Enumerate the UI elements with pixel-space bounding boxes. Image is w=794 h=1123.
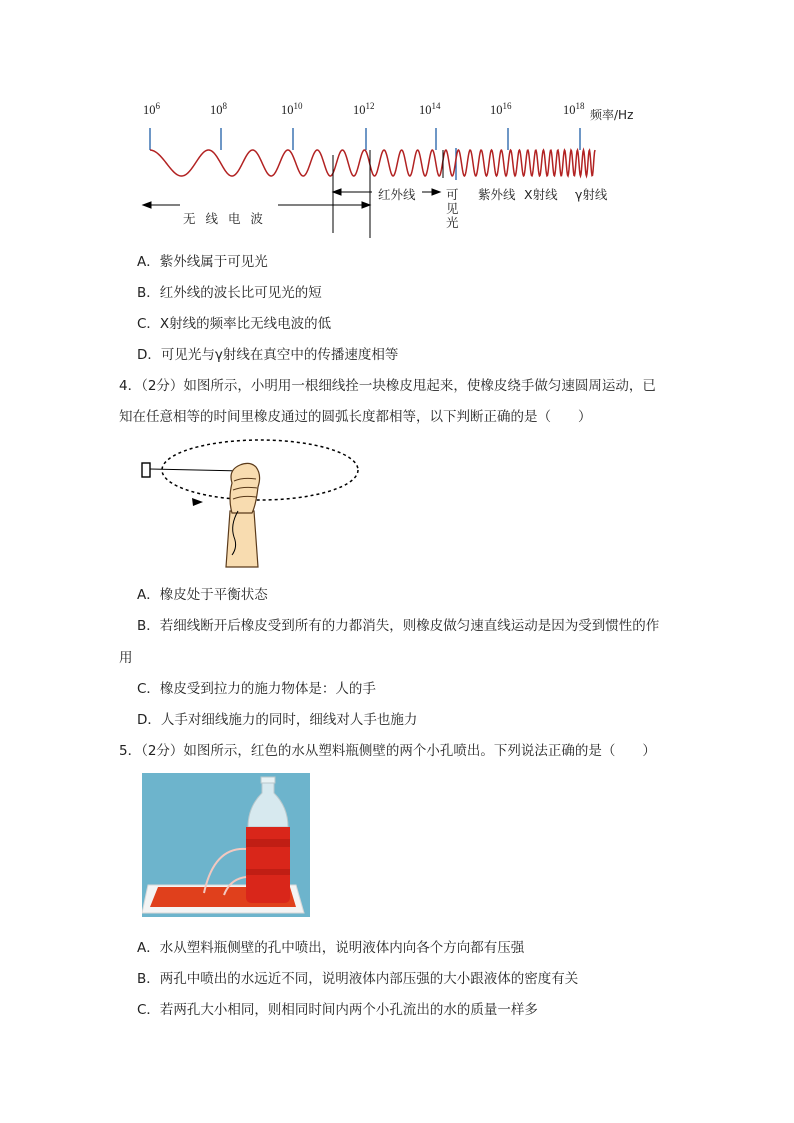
direction-arrow (192, 498, 203, 506)
visible-light-label-1: 可 (446, 187, 459, 202)
q5-option-b: B．两孔中喷出的水远近不同，说明液体内部压强的大小跟液体的密度有关 (137, 971, 579, 987)
string (150, 469, 243, 471)
infrared-label: 红外线 (378, 187, 416, 202)
visible-light-label-2: 见 (446, 201, 459, 216)
q3-option-d: D．可见光与γ射线在真空中的传播速度相等 (137, 347, 399, 363)
radio-wave-label: 无 线 电 波 (183, 211, 266, 226)
bottle-body (246, 827, 290, 903)
eraser-swinging-figure (130, 425, 370, 575)
q3-option-b: B．红外线的波长比可见光的短 (137, 285, 322, 301)
freq-label-18: $10^{18}$ (563, 100, 585, 117)
q4-option-d: D．人手对细线施力的同时，细线对人手也施力 (137, 712, 418, 728)
freq-label-16: $10^{16}$ (490, 100, 512, 117)
bottle-cap (261, 777, 275, 783)
gamma-ray-label: γ射线 (575, 187, 608, 202)
water-bottle-photo (142, 773, 310, 917)
q4-option-c: C．橡皮受到拉力的施力物体是：人的手 (137, 681, 376, 697)
q5-option-c: C．若两孔大小相同，则相同时间内两个小孔流出的水的质量一样多 (137, 1002, 538, 1018)
ultraviolet-label: 紫外线 (478, 187, 516, 202)
arm (226, 511, 258, 567)
eraser (142, 463, 150, 477)
em-wave (150, 150, 595, 176)
q4-option-b-line-2: 用 (119, 650, 133, 666)
spectrum-wave-diagram (0, 0, 794, 240)
q4-stem-line-2: 知在任意相等的时间里橡皮通过的圆弧长度都相等，以下判断正确的是（ ） (119, 409, 592, 425)
q4-stem-line-1: 4．（2分）如图所示，小明用一根细线拴一块橡皮甩起来，使橡皮绕手做匀速圆周运动，已 (119, 378, 656, 394)
freq-label-14: $10^{14}$ (419, 100, 441, 117)
q3-option-c: C．X射线的频率比无线电波的低 (137, 316, 332, 332)
q4-option-a: A．橡皮处于平衡状态 (137, 587, 268, 603)
xray-label: X射线 (524, 187, 558, 202)
freq-label-10: $10^{10}$ (281, 100, 303, 117)
freq-label-6: $10^6$ (143, 100, 160, 117)
freq-unit-label: 频率/Hz (590, 108, 634, 122)
q5-option-a: A．水从塑料瓶侧壁的孔中喷出，说明液体内向各个方向都有压强 (137, 940, 525, 956)
q4-option-b-line-1: B．若细线断开后橡皮受到所有的力都消失，则橡皮做匀速直线运动是因为受到惯性的作 (137, 618, 660, 634)
freq-label-12: $10^{12}$ (353, 100, 375, 117)
visible-light-label-3: 光 (446, 215, 459, 230)
q3-option-a: A．紫外线属于可见光 (137, 254, 268, 270)
freq-label-8: $10^8$ (210, 100, 227, 117)
q5-stem: 5．（2分）如图所示，红色的水从塑料瓶侧壁的两个小孔喷出。下列说法正确的是（ ） (119, 743, 656, 759)
